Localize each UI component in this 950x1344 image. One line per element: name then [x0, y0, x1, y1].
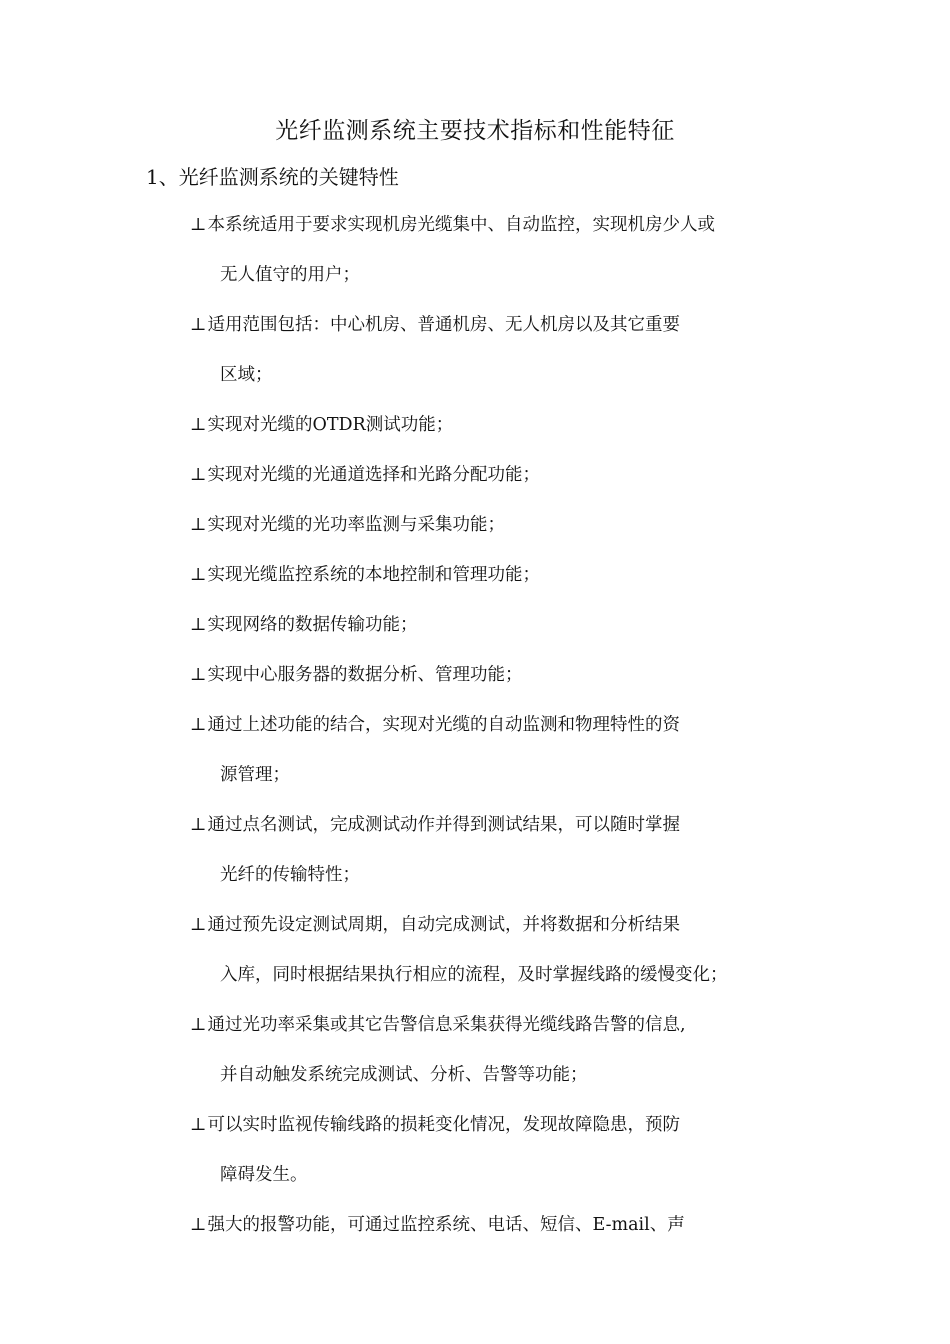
list-item-text: 本系统适用于要求实现机房光缆集中、自动监控，实现机房少人或 [207, 215, 715, 235]
list-item [190, 462, 540, 488]
list-item [190, 562, 540, 588]
list-item-text: 可以实时监视传输线路的损耗变化情况，发现故障隐患，预防 [207, 1115, 680, 1135]
list-item [190, 512, 505, 538]
bullet-icon: ⊥ [190, 565, 207, 585]
list-item-text: 光纤的传输特性； [220, 865, 360, 885]
list-item-text: 实现光缆监控系统的本地控制和管理功能； [207, 565, 540, 585]
list-item-text: 区域； [220, 365, 273, 385]
section-heading: 1、光纤监测系统的关键特性 [146, 165, 399, 189]
list-item [190, 212, 715, 238]
list-item-continuation [220, 862, 360, 888]
list-item-text: 强大的报警功能，可通过监控系统、电话、短信、E-mail、声 [207, 1215, 685, 1235]
bullet-icon: ⊥ [190, 615, 207, 635]
list-item [190, 312, 680, 338]
list-item [190, 712, 680, 738]
bullet-icon: ⊥ [190, 215, 207, 235]
list-item-continuation [220, 762, 290, 788]
list-item [190, 1012, 686, 1038]
list-item [190, 662, 522, 688]
bullet-icon: ⊥ [190, 815, 207, 835]
bullet-icon: ⊥ [190, 1115, 207, 1135]
list-item-continuation [220, 1062, 588, 1088]
list-item [190, 1212, 685, 1238]
list-item-continuation [220, 1162, 308, 1188]
list-item [190, 812, 680, 838]
list-item [190, 912, 680, 938]
list-item-continuation [220, 262, 360, 288]
list-item-text: 实现对光缆的OTDR测试功能； [207, 415, 454, 435]
list-item [190, 612, 417, 638]
list-item-text: 通过预先设定测试周期，自动完成测试，并将数据和分析结果 [207, 915, 680, 935]
bullet-icon: ⊥ [190, 315, 207, 335]
list-item-text: 无人值守的用户； [220, 265, 360, 285]
list-item-text: 通过点名测试，完成测试动作并得到测试结果，可以随时掌握 [207, 815, 680, 835]
bullet-icon: ⊥ [190, 1215, 207, 1235]
bullet-icon: ⊥ [190, 1015, 207, 1035]
bullet-icon: ⊥ [190, 465, 207, 485]
bullet-icon: ⊥ [190, 415, 207, 435]
list-item-text: 实现对光缆的光功率监测与采集功能； [207, 515, 505, 535]
list-item-continuation [220, 362, 273, 388]
list-item-text: 通过光功率采集或其它告警信息采集获得光缆线路告警的信息, [207, 1015, 686, 1035]
list-item-text: 入库，同时根据结果执行相应的流程，及时掌握线路的缓慢变化； [220, 965, 728, 985]
list-item-text: 通过上述功能的结合，实现对光缆的自动监测和物理特性的资 [207, 715, 680, 735]
list-item [190, 412, 453, 438]
bullet-icon: ⊥ [190, 915, 207, 935]
document-title: 光纤监测系统主要技术指标和性能特征 [275, 118, 675, 144]
list-item [190, 1112, 680, 1138]
bullet-icon: ⊥ [190, 515, 207, 535]
list-item-text: 实现中心服务器的数据分析、管理功能； [207, 665, 523, 685]
bullet-icon: ⊥ [190, 715, 207, 735]
list-item-text: 源管理； [220, 765, 290, 785]
list-item-continuation [220, 962, 728, 988]
list-item-text: 并自动触发系统完成测试、分析、告警等功能； [220, 1065, 588, 1085]
bullet-icon: ⊥ [190, 665, 207, 685]
list-item-text: 障碍发生。 [220, 1165, 308, 1185]
list-item-text: 实现网络的数据传输功能； [207, 615, 418, 635]
list-item-text: 实现对光缆的光通道选择和光路分配功能； [207, 465, 540, 485]
list-item-text: 适用范围包括：中心机房、普通机房、无人机房以及其它重要 [207, 315, 680, 335]
